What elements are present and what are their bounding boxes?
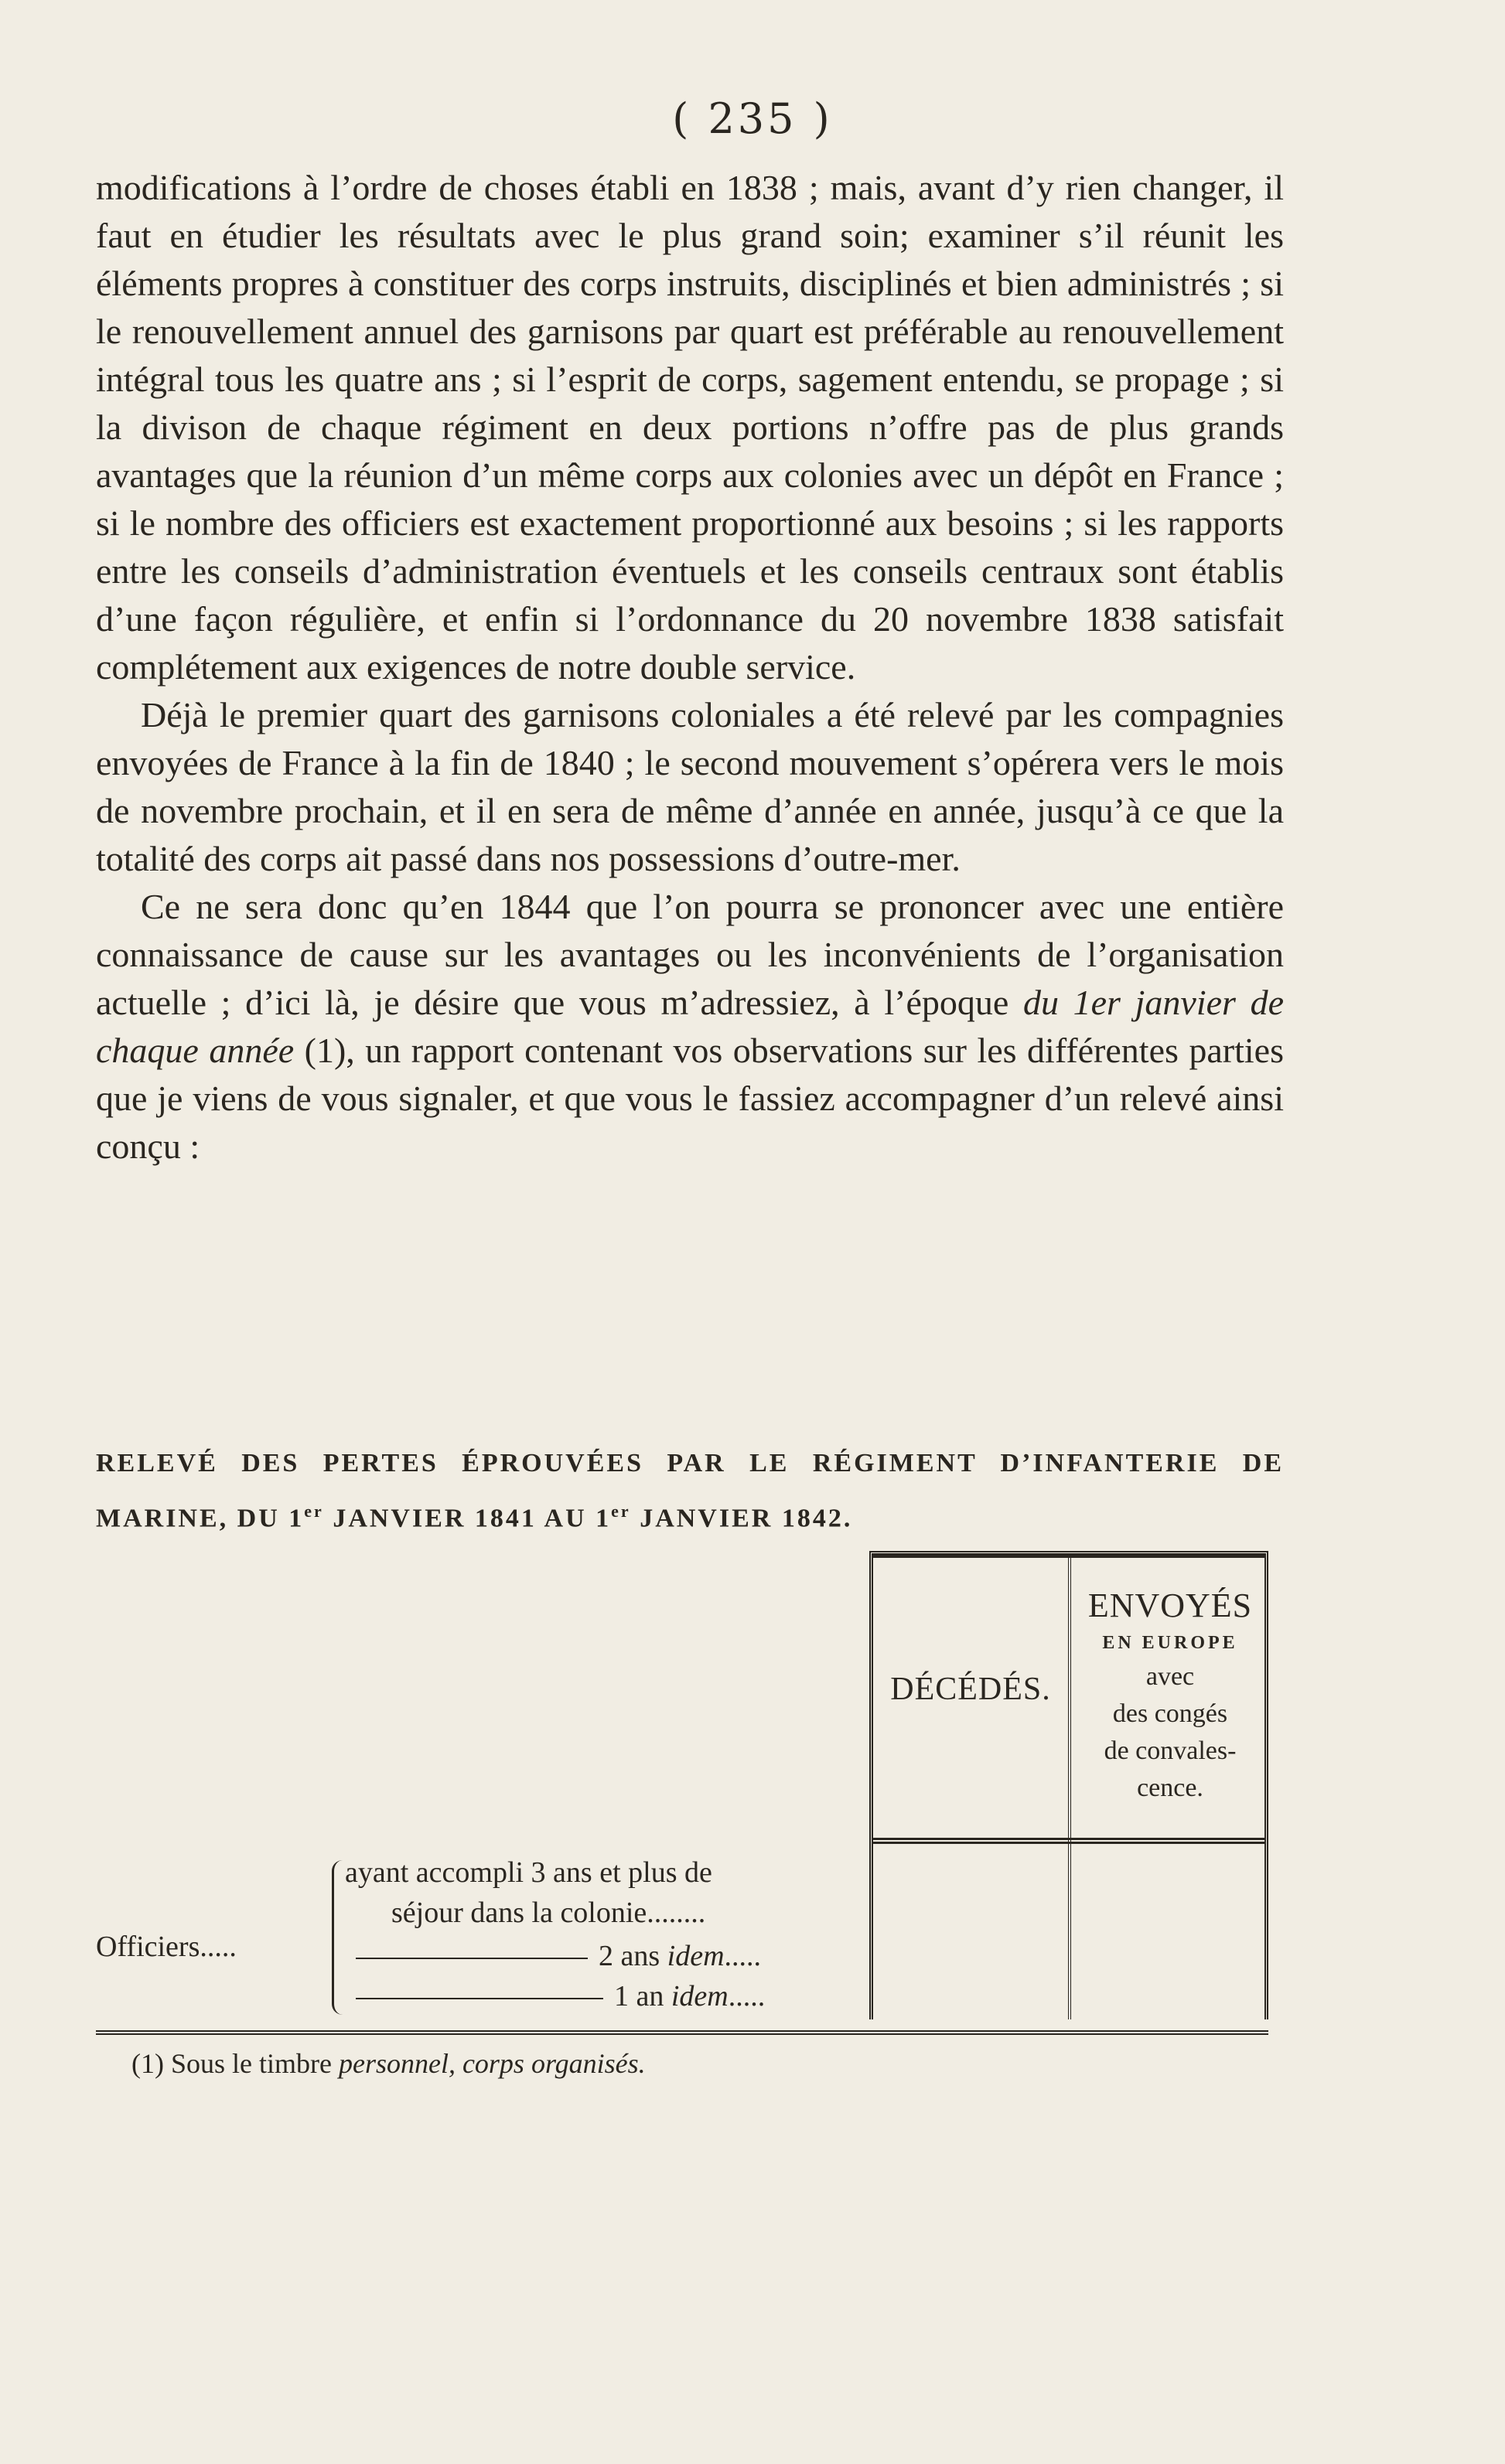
page-number: ( 235 ) (672, 94, 833, 143)
paragraph-3-before: Ce ne sera donc qu’en 1844 que l’on pourra se prononcer avec une entière connaissance de cause sur les avantages ou les inconvénients de l’organisation actuelle ; d’ici là, je désire que vous m’adressiez, à l’époque (96, 887, 1284, 1022)
table-row-label-2: séjour dans la colonie........ (391, 1897, 706, 1929)
table-header-rule (873, 1838, 1264, 1844)
row4-num: 1 an (614, 1980, 664, 2012)
table-row-label-4 (345, 1979, 865, 2013)
col2-line3: avec (1145, 1662, 1195, 1691)
row3-dots: ..... (724, 1940, 762, 1972)
row-group-label: Officiers..... (96, 1931, 237, 1963)
col2-line1: ENVOYÉS (1087, 1586, 1253, 1624)
table-title-part2: RÉGIMENT D’INFANTERIE DE MARINE, DU 1 (96, 1449, 1285, 1533)
column-header-deceased: DÉCÉDÉS. (890, 1672, 1051, 1707)
row4-dots: ..... (728, 1980, 766, 2012)
paragraph-1: modifications à l’ordre de choses établi en 1838 ; mais, avant d’y rien changer, il faut en étudier les résultats avec le plus grand soin; examiner s’il réunit les éléments propres à constituer des corps instruits, disciplinés et bien administrés ; si le renouvellement annuel des garnisons par quart est préférable au renouvellement intégral tous les quatre ans ; si l’esprit de corps, sagement entendu, se propage ; si la divison de chaque régiment en deux portions n’offre pas de plus grands avantages que la réunion d’un même corps aux colonies avec un dépôt en France ; si le nombre des officiers est exactement proportionné aux besoins ; si les rapports entre les conseils d’administration éventuels et les conseils centraux sont établis d’une façon régulière, et enfin si l’ordonnance du 20 novembre 1838 satisfait complétement aux exigences de notre double service. (96, 168, 1284, 687)
row3-idem: idem (667, 1940, 725, 1972)
table-title-sup2: er (611, 1501, 631, 1521)
dash-rule (356, 1958, 588, 1959)
paragraph-3-after: (1), un rapport contenant vos observations sur les différentes parties que je viens de vous signaler, et que vous le fassiez accompagner d’un relevé ainsi conçu : (96, 1031, 1284, 1166)
paragraph-2: Déjà le premier quart des garnisons coloniales a été relevé par les compagnies envoyées de France à la fin de 1840 ; le second mouvement s’opérera vers le mois de novembre prochain, et il en sera de même d’année en année, jusqu’à ce que la totalité des corps ait passé dans nos possessions d’outre-mer. (96, 695, 1284, 878)
paragraph-3-italic: du 1er janvier de chaque année (96, 983, 1284, 1070)
column-header-sent-europe (1071, 1584, 1269, 1807)
table-title-part3: JANVIER 1841 AU 1 (323, 1504, 612, 1533)
footnote (131, 2047, 646, 2080)
footnote-italic: personnel, corps organisés. (338, 2048, 646, 2079)
losses-table (869, 1551, 1268, 2019)
col2-line5: de convales- (1104, 1736, 1237, 1765)
col2-line4: des congés (1112, 1699, 1228, 1728)
paragraph-3 (96, 883, 1284, 1171)
col2-line6: cence. (1137, 1774, 1203, 1802)
table-bottom-rule (96, 2030, 1268, 2035)
table-title-sup1: er (304, 1501, 324, 1521)
table-title (96, 1440, 1284, 1542)
table-title-part1: RELEVÉ DES PERTES ÉPROUVÉES PAR LE (96, 1449, 790, 1477)
col2-line2: EN EUROPE (1102, 1633, 1238, 1653)
body-text (96, 164, 1284, 1171)
table-row-label-3 (345, 1939, 865, 1973)
dash-rule (356, 1998, 603, 1999)
table-row-label-1: ayant accompli 3 ans et plus de (345, 1856, 712, 1889)
table-row-stub (96, 1856, 869, 2026)
footnote-text: Sous le timbre (170, 2048, 332, 2079)
footnote-marker: (1) (131, 2048, 164, 2079)
row4-idem: idem (671, 1980, 729, 2012)
table-title-part4: JANVIER 1842. (630, 1504, 853, 1533)
row3-num: 2 ans (599, 1940, 660, 1972)
